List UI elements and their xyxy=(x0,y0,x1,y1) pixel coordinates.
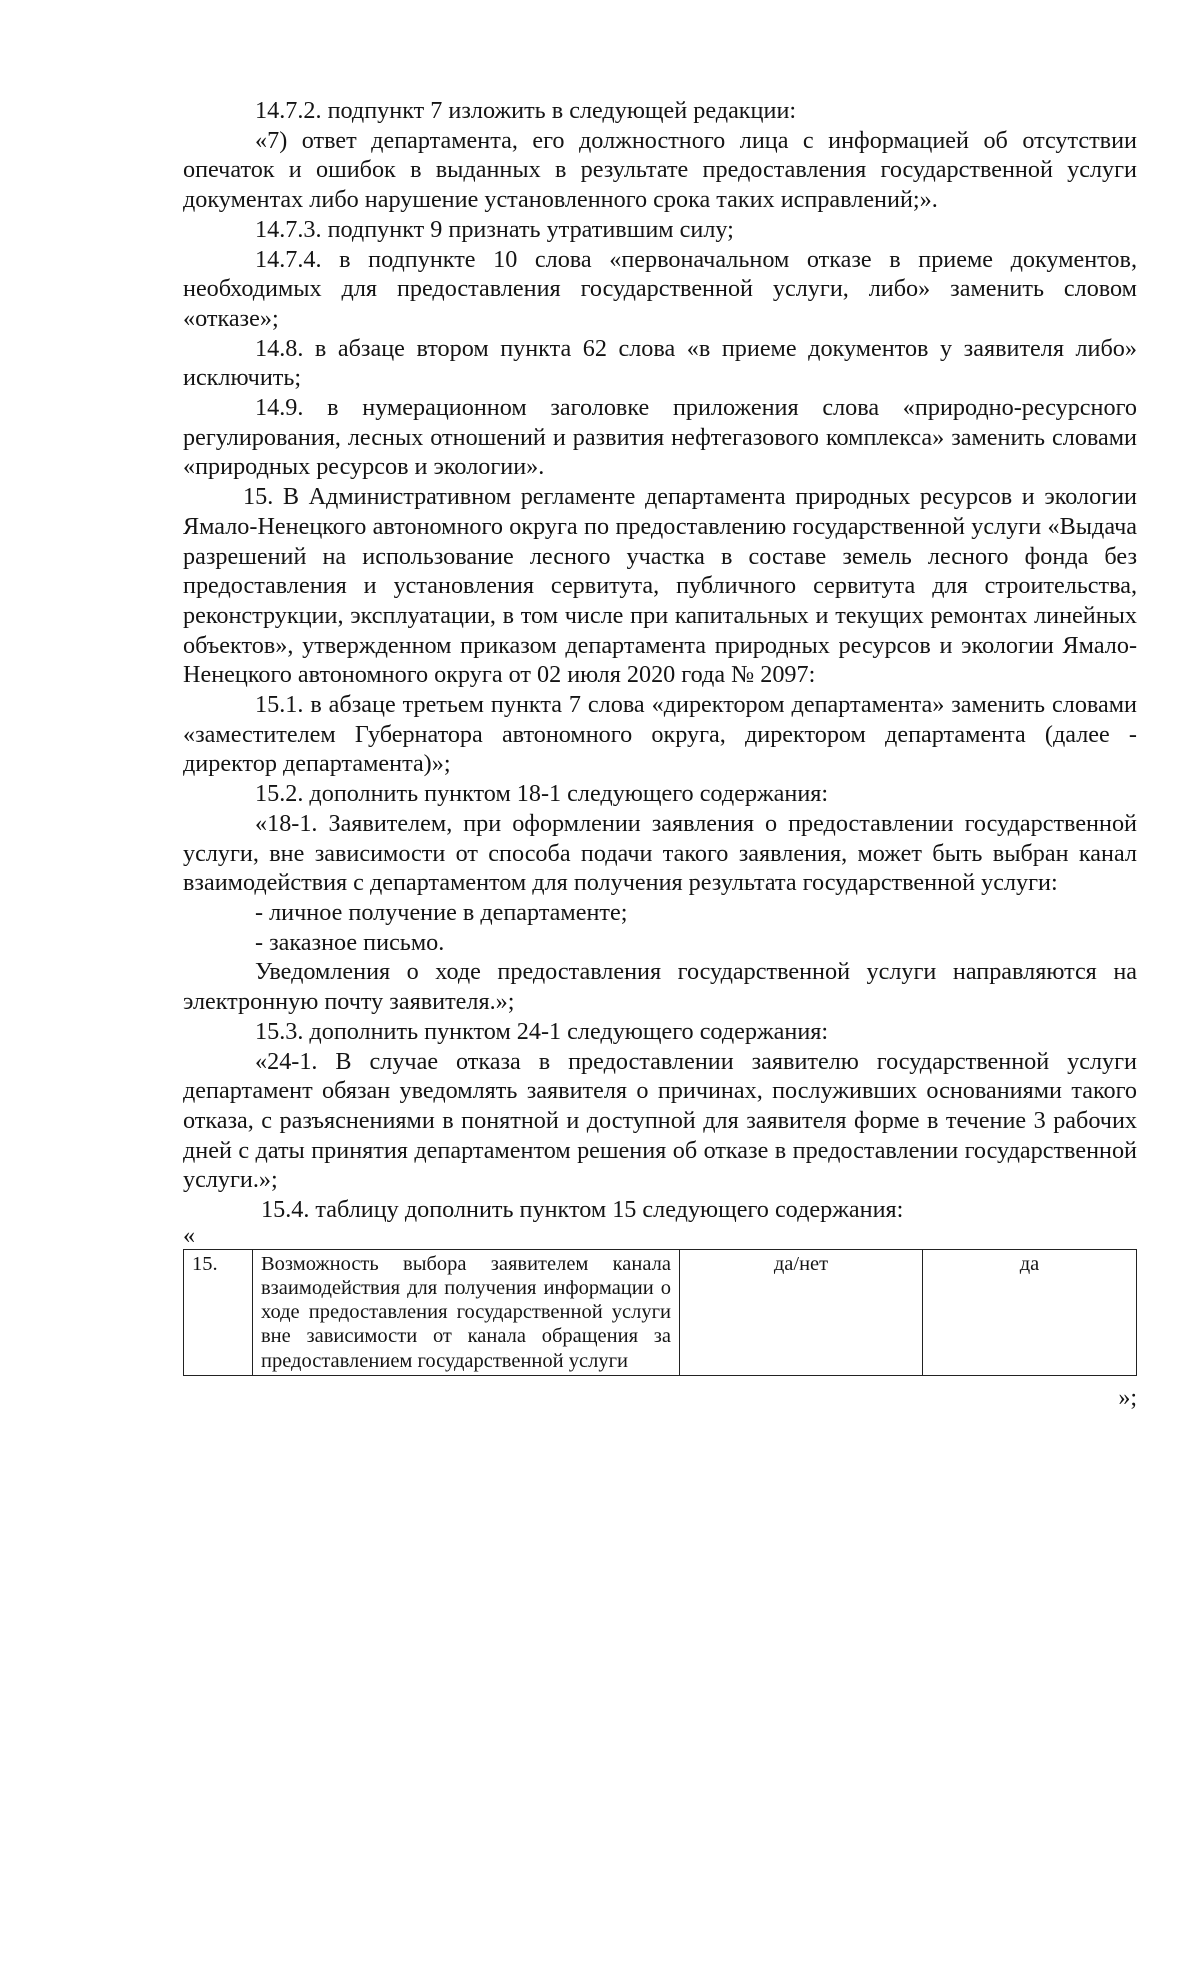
paragraph-14-8: 14.8. в абзаце втором пункта 62 слова «в приеме документов у заявителя либо» исключить; xyxy=(183,334,1137,392)
paragraph-14-7-4: 14.7.4. в подпункте 10 слова «первоначальном отказе в приеме документов, необходимых для предоставления государственной услуги, либо» заменить словом «отказе»; xyxy=(183,245,1137,332)
paragraph-15-2: 15.2. дополнить пунктом 18-1 следующего содержания: xyxy=(255,780,829,808)
paragraph-15-4: 15.4. таблицу дополнить пунктом 15 следующего содержания: xyxy=(261,1196,904,1224)
insert-table xyxy=(183,1249,1137,1376)
list-item-personal: - личное получение в департаменте; xyxy=(255,898,628,926)
paragraph-15-1: 15.1. в абзаце третьем пункта 7 слова «директором департамента» заменить словами «заместителем Губернатора автономного округа, директором департамента (далее - директор департамента)»; xyxy=(183,691,1137,778)
paragraph-14-7-3: 14.7.3. подпункт 9 признать утратившим силу; xyxy=(255,215,734,243)
quote-close-mark: »; xyxy=(1118,1384,1137,1411)
paragraph-notifications: Уведомления о ходе предоставления государственной услуги направляются на электронную почту заявителя.»; xyxy=(183,958,1137,1016)
paragraph-14-7-2: 14.7.2. подпункт 7 изложить в следующей редакции: xyxy=(255,97,797,124)
document-page xyxy=(183,96,1137,1413)
paragraph-item-7-text: «7) ответ департамента, его должностного лица с информацией об отсутствии опечаток и ошибок в выданных в результате предоставления государственной услуги документах либо нарушение установленного срока таких исправлений;». xyxy=(183,126,1137,214)
paragraph-item-18-1-text: «18-1. Заявителем, при оформлении заявления о предоставлении государственной услуги, вне зависимости от способа подачи такого заявления, может быть выбран канал взаимодействия с департаментом для получения результата государственной услуги: xyxy=(183,809,1137,897)
paragraph-15-3: 15.3. дополнить пунктом 24-1 следующего содержания: xyxy=(255,1017,829,1045)
paragraph-item-24-1-text: «24-1. В случае отказа в предоставлении заявителю государственной услуги департамент обязан уведомлять заявителя о причинах, послуживших основаниями такого отказа, с разъяснениями в понятной и доступной для заявителя форме в течение 3 рабочих дней с даты принятия департаментом решения об отказе в предоставлении государственной услуги.»; xyxy=(183,1047,1137,1194)
paragraph-15: 15. В Административном регламенте департамента природных ресурсов и экологии Ямало-Ненецкого автономного округа по предоставлению государственной услуги «Выдача разрешений на использование лесного участка в составе земель лесного фонда без предоставления и установления сервитута, публичного сервитута для строительства, реконструкции, эксплуатации, в том числе при капитальных и текущих ремонтах линейных объектов», утвержденном приказом департамента природных ресурсов и экологии Ямало-Ненецкого автономного округа от 02 июля 2020 года № 2097: xyxy=(183,483,1137,689)
list-item-registered-mail: - заказное письмо. xyxy=(255,928,445,956)
table-cell-unit: да/нет xyxy=(680,1249,923,1375)
table-cell-description: Возможность выбора заявителем канала взаимодействия для получения информации о ходе предоставления государственной услуги вне зависимости от канала обращения за предоставлением государственной услуги xyxy=(253,1249,680,1375)
table-row xyxy=(184,1249,1137,1375)
quote-open-mark: « xyxy=(183,1221,196,1249)
table-cell-value: да xyxy=(923,1249,1137,1375)
paragraph-14-9: 14.9. в нумерационном заголовке приложения слова «природно-ресурсного регулирования, лесных отношений и развития нефтегазового комплекса» заменить словами «природных ресурсов и экологии». xyxy=(183,394,1137,481)
table-cell-number: 15. xyxy=(184,1249,253,1375)
